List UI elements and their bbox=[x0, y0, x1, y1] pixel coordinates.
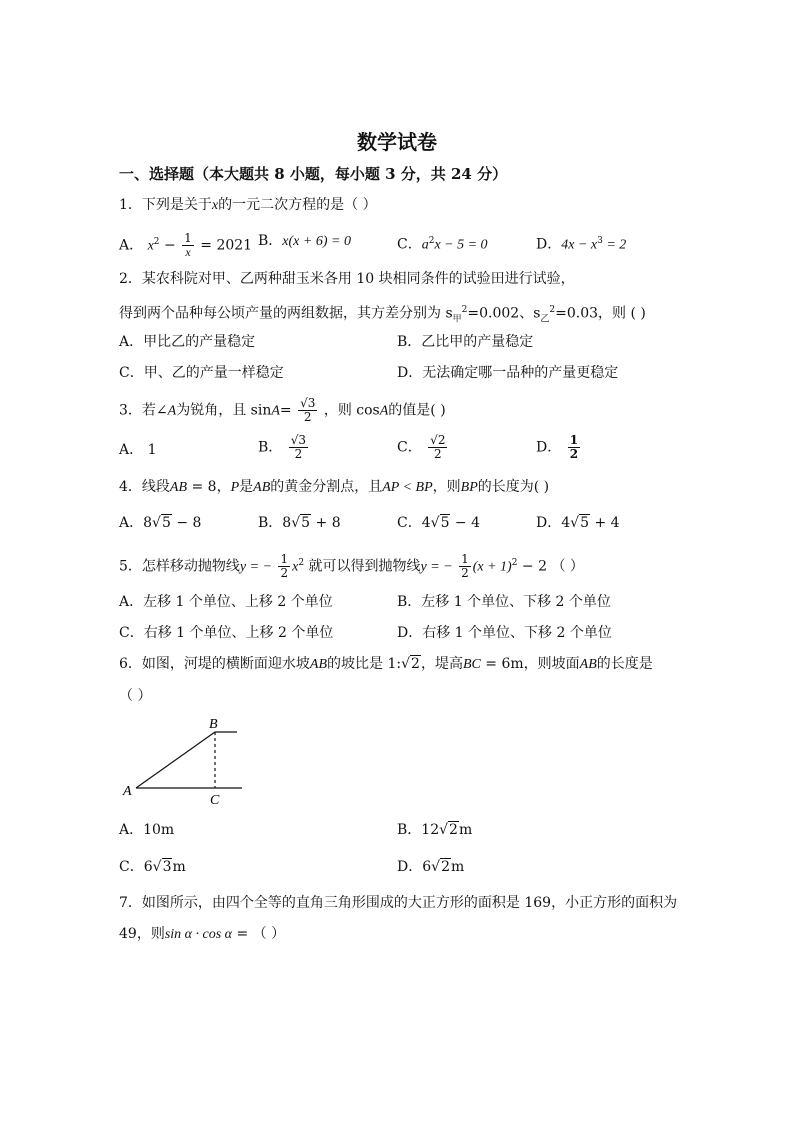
label-b: B bbox=[209, 717, 218, 732]
label-a: A bbox=[123, 784, 132, 799]
q1-option-d[interactable]: D．$4x - x^3 = 2$ bbox=[536, 236, 627, 253]
question-1-stem: 1．下列是关于x的一元二次方程的是（ ） bbox=[119, 197, 377, 213]
question-7-line-1: 7．如图所示，由四个全等的直角三角形围成的大正方形的面积是 169，小正方形的面积为 bbox=[119, 895, 678, 911]
q1-option-c[interactable]: C．$a^2x - 5 = 0$ bbox=[397, 236, 488, 253]
q3-option-d[interactable]: D． $\frac{1}{2}$ bbox=[536, 433, 579, 461]
q4-option-b[interactable]: B．8√5 + 8 bbox=[258, 515, 341, 531]
q6-option-c[interactable]: C．6√3m bbox=[119, 859, 186, 875]
label-c: C bbox=[210, 793, 220, 808]
page-title: 数学试卷 bbox=[357, 130, 437, 154]
q6-option-a[interactable]: A．10m bbox=[119, 822, 175, 838]
question-7-line-2: 49，则sin α · cos α = （ ） bbox=[119, 926, 286, 942]
q4-option-a[interactable]: A．8√5 − 8 bbox=[119, 515, 202, 531]
q3-option-a[interactable]: A． 1 bbox=[119, 442, 157, 458]
q5-option-d[interactable]: D．右移 1 个单位、下移 2 个单位 bbox=[397, 625, 612, 641]
q2-option-a[interactable]: A．甲比乙的产量稳定 bbox=[119, 334, 256, 350]
q2-option-b[interactable]: B．乙比甲的产量稳定 bbox=[397, 334, 534, 350]
q3-option-b[interactable]: B． $\frac{√3}{2}$ bbox=[258, 433, 307, 461]
question-6-stem: 6．如图，河堤的横断面迎水坡AB的坡比是 1:√2，堤高BC = 6m，则坡面AB的长度是 bbox=[119, 656, 653, 672]
q5-option-a[interactable]: A．左移 1 个单位、上移 2 个单位 bbox=[119, 594, 333, 610]
question-3-stem: 3．若∠A为锐角，且 sinA= $\frac{√3}{2}$ ，则 cosA的值是( ) bbox=[119, 396, 446, 424]
q1-option-a[interactable]: A． $x^2$ − $\frac{1}{x}$ = 2021 bbox=[119, 231, 253, 259]
question-5-stem: 5．怎样移动抛物线y = − $\frac{1}{2}$ $x^2$ 就可以得到抛物线y = − $\frac{1}{2}$ $(x + 1)^2 - 2$ （ ） bbox=[119, 552, 584, 580]
q4-option-c[interactable]: C．4√5 − 4 bbox=[397, 515, 481, 531]
fraction: $\frac{1}{x}$ bbox=[184, 231, 192, 259]
q1-option-b[interactable]: B．x(x + 6) = 0 bbox=[258, 233, 351, 249]
question-2-line-2: 得到两个品种每公顷产量的两组数据，其方差分别为 $s_甲^2=0.002$、$s_乙^2=0.03$，则 ( ) bbox=[119, 305, 646, 325]
question-4-stem: 4．线段AB = 8，P是AB的黄金分割点，且AP < BP，则BP的长度为( ) bbox=[119, 479, 550, 495]
question-2-line-1: 2．某农科院对甲、乙两种甜玉米各用 10 块相同条件的试验田进行试验， bbox=[119, 271, 575, 287]
q6-option-d[interactable]: D．6√2m bbox=[397, 859, 465, 875]
q5-option-c[interactable]: C．右移 1 个单位、上移 2 个单位 bbox=[119, 625, 334, 641]
q3-option-c[interactable]: C． $\frac{√2}{2}$ bbox=[397, 433, 446, 461]
embankment-figure bbox=[118, 712, 248, 812]
q6-option-b[interactable]: B．12√2m bbox=[397, 822, 473, 838]
q5-option-b[interactable]: B．左移 1 个单位、下移 2 个单位 bbox=[397, 594, 611, 610]
slope-line bbox=[136, 732, 215, 788]
q2-option-c[interactable]: C．甲、乙的产量一样稳定 bbox=[119, 365, 284, 381]
section-heading: 一、选择题（本大题共 8 小题，每小题 3 分，共 24 分） bbox=[119, 165, 508, 183]
q4-option-d[interactable]: D．4√5 + 4 bbox=[536, 515, 620, 531]
question-6-line-2: （ ） bbox=[119, 688, 152, 704]
q2-option-d[interactable]: D．无法确定哪一品种的产量更稳定 bbox=[397, 365, 619, 381]
